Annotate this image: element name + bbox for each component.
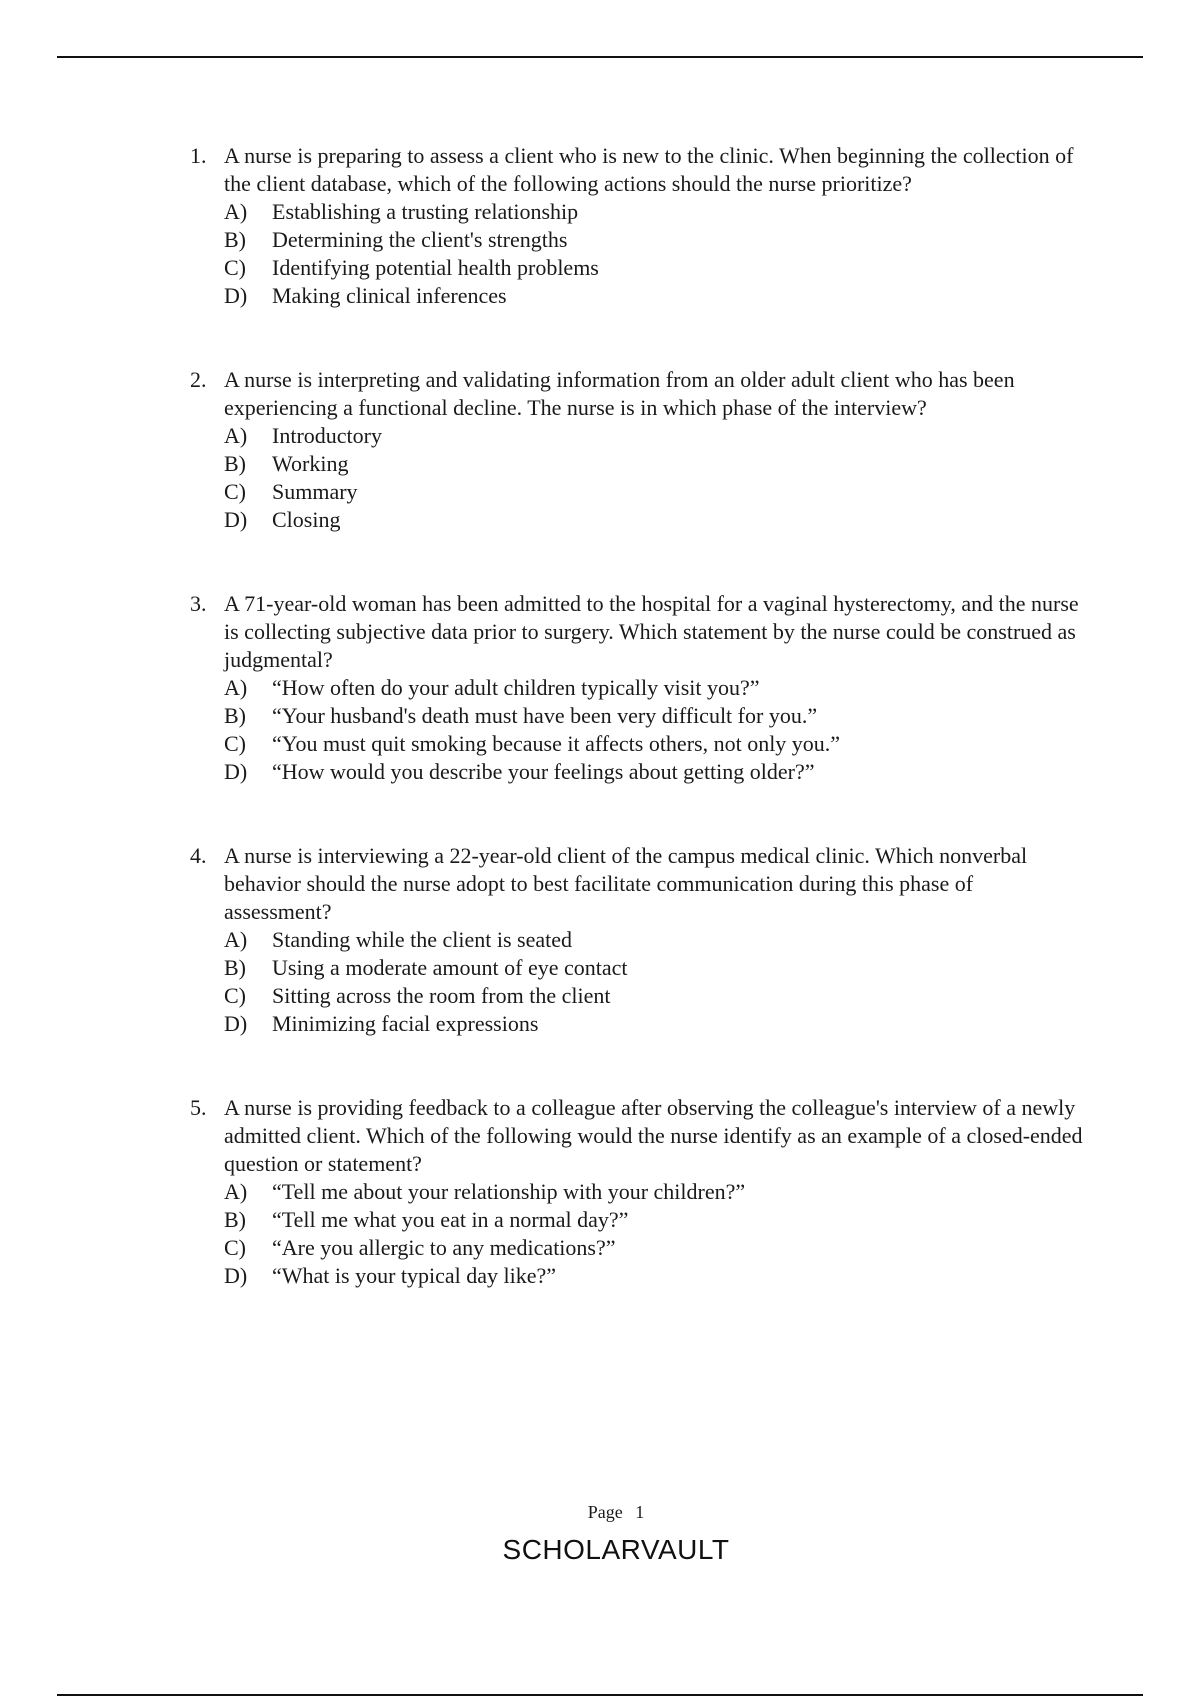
option-text: “Are you allergic to any medications?”	[272, 1235, 616, 1260]
option-letter: D)	[224, 1263, 248, 1288]
option-text: “What is your typical day like?”	[272, 1263, 557, 1288]
answer-option	[224, 1262, 1090, 1290]
option-letter: B)	[224, 227, 246, 252]
answer-option	[224, 926, 1090, 954]
option-letter: A)	[224, 199, 248, 224]
option-letter: C)	[224, 255, 246, 280]
option-text: “Tell me about your relationship with your children?”	[272, 1179, 746, 1204]
question-number: 3.	[190, 591, 207, 616]
option-text: Working	[272, 451, 349, 476]
question-5	[190, 1094, 1090, 1290]
answer-option	[224, 730, 1090, 758]
option-text: “Your husband's death must have been very difficult for you.”	[272, 703, 818, 728]
question-text: A nurse is providing feedback to a colleague after observing the colleague's interview of a newly admitted client. Which of the following would the nurse identify as an example of a closed-ended question or statement?	[224, 1095, 1083, 1176]
option-letter: D)	[224, 1011, 248, 1036]
answer-option	[224, 1010, 1090, 1038]
option-letter: B)	[224, 703, 246, 728]
option-letter: C)	[224, 983, 246, 1008]
answer-option	[224, 254, 1090, 282]
brand-footer: SCHOLARVAULT	[502, 1534, 730, 1565]
option-letter: A)	[224, 927, 248, 952]
question-text: A nurse is interpreting and validating information from an older adult client who has been experiencing a functional decline. The nurse is in which phase of the interview?	[224, 367, 1015, 420]
answer-option	[224, 506, 1090, 534]
question-text: A 71-year-old woman has been admitted to the hospital for a vaginal hysterectomy, and the nurse is collecting subjective data prior to surgery. Which statement by the nurse could be construed as judgmental?	[224, 591, 1079, 672]
option-text: Introductory	[272, 423, 382, 448]
option-text: Minimizing facial expressions	[272, 1011, 539, 1036]
option-letter: B)	[224, 451, 246, 476]
answer-option	[224, 226, 1090, 254]
answer-option	[224, 758, 1090, 786]
answer-option	[224, 450, 1090, 478]
page-number-value: 1	[635, 1502, 645, 1522]
answer-option	[224, 282, 1090, 310]
option-letter: C)	[224, 1235, 246, 1260]
answer-option	[224, 422, 1090, 450]
option-letter: D)	[224, 507, 248, 532]
option-text: Standing while the client is seated	[272, 927, 572, 952]
question-number: 2.	[190, 367, 207, 392]
question-text: A nurse is preparing to assess a client who is new to the clinic. When beginning the collection of the client database, which of the following actions should the nurse prioritize?	[224, 143, 1074, 196]
question-3	[190, 590, 1090, 786]
option-text: Summary	[272, 479, 358, 504]
option-letter: D)	[224, 283, 248, 308]
option-letter: B)	[224, 955, 246, 980]
option-letter: A)	[224, 675, 248, 700]
question-text: A nurse is interviewing a 22-year-old client of the campus medical clinic. Which nonverbal behavior should the nurse adopt to best facilitate communication during this phase of assessment?	[224, 843, 1028, 924]
option-letter: C)	[224, 731, 246, 756]
answer-option	[224, 702, 1090, 730]
option-text: “You must quit smoking because it affects others, not only you.”	[272, 731, 841, 756]
option-letter: A)	[224, 1179, 248, 1204]
question-1	[190, 142, 1090, 310]
option-text: “Tell me what you eat in a normal day?”	[272, 1207, 629, 1232]
option-text: Determining the client's strengths	[272, 227, 568, 252]
answer-option	[224, 198, 1090, 226]
option-text: Closing	[272, 507, 341, 532]
option-letter: B)	[224, 1207, 246, 1232]
option-text: “How would you describe your feelings about getting older?”	[272, 759, 815, 784]
page-number	[0, 1502, 1200, 1523]
answer-option	[224, 478, 1090, 506]
option-text: Identifying potential health problems	[272, 255, 599, 280]
option-letter: C)	[224, 479, 246, 504]
option-text: Using a moderate amount of eye contact	[272, 955, 628, 980]
question-list	[190, 142, 1090, 1346]
question-number: 4.	[190, 843, 207, 868]
option-text: Sitting across the room from the client	[272, 983, 611, 1008]
option-text: Establishing a trusting relationship	[272, 199, 579, 224]
answer-option	[224, 954, 1090, 982]
answer-option	[224, 1234, 1090, 1262]
answer-option	[224, 1206, 1090, 1234]
option-text: Making clinical inferences	[272, 283, 507, 308]
answer-option	[224, 982, 1090, 1010]
option-letter: A)	[224, 423, 248, 448]
question-2	[190, 366, 1090, 534]
answer-option	[224, 1178, 1090, 1206]
question-number: 5.	[190, 1095, 207, 1120]
question-4	[190, 842, 1090, 1038]
answer-option	[224, 674, 1090, 702]
option-text: “How often do your adult children typically visit you?”	[272, 675, 760, 700]
bottom-rule	[57, 1694, 1143, 1696]
question-number: 1.	[190, 143, 207, 168]
option-letter: D)	[224, 759, 248, 784]
top-rule	[57, 56, 1143, 58]
page-label: Page	[587, 1502, 623, 1522]
